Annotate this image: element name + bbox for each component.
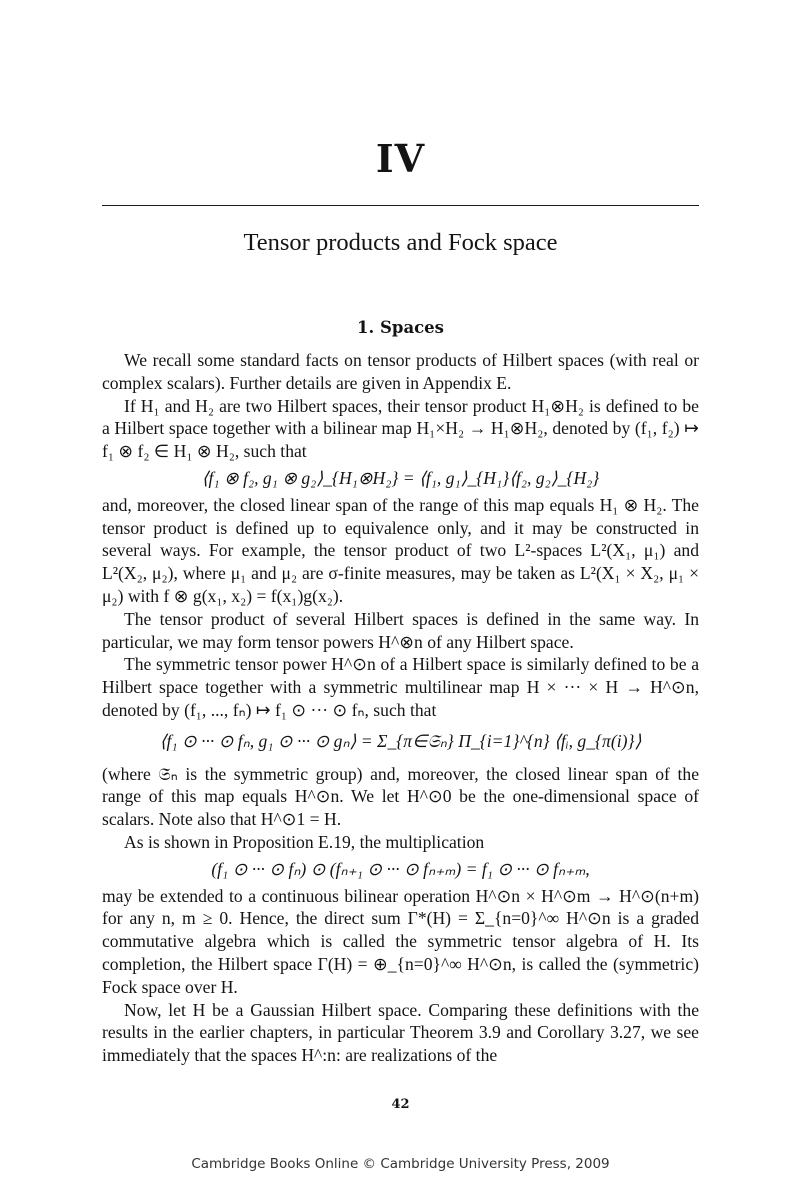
copyright-footer: Cambridge Books Online © Cambridge University Press, 2009	[191, 1156, 610, 1172]
body-text	[102, 349, 699, 1067]
paragraph-9: Now, let H be a Gaussian Hilbert space. Comparing these definitions with the results in the earlier chapters, in particular Theorem 3.9 and Corollary 3.27, we see immediately that the spaces H^:n: are realizations of the	[102, 999, 699, 1066]
paragraph-4: The tensor product of several Hilbert spaces is defined in the same way. In particular, we may form tensor powers H^⊗n of any Hilbert space.	[102, 608, 699, 652]
paragraph-6: (where 𝔖ₙ is the symmetric group) and, moreover, the closed linear span of the range of this map equals H^⊙n. We let H^⊙0 be the one-dimensional space of scalars. Note also that H^⊙1 = H.	[102, 763, 699, 830]
paragraph-8: may be extended to a continuous bilinear operation H^⊙n × H^⊙m → H^⊙(n+m) for any n, m ≥ 0. Hence, the direct sum Γ*(H) = Σ_{n=0}^∞ H^⊙n is a graded commutative algebra which is called the symmetric tensor algebra of H. Its completion, the Hilbert space Γ(H) = ⊕_{n=0}^∞ H^⊙n, is called the (symmetric) Fock space over H.	[102, 885, 699, 997]
paragraph-5: The symmetric tensor power H^⊙n of a Hilbert space is similarly defined to be a Hilbert space together with a symmetric multilinear map H × ··· × H → H^⊙n, denoted by (f₁, ..., fₙ) ↦ f₁ ⊙ ··· ⊙ fₙ, such that	[102, 654, 699, 720]
chapter-number: IV	[375, 136, 426, 181]
paragraph-3: and, moreover, the closed linear span of the range of this map equals H₁ ⊗ H₂. The tensor product is defined up to equivalence only, and it may be constructed in several ways. For example, the tensor product of two L²-spaces L²(X₁, μ₁) and L²(X₂, μ₂), where μ₁ and μ₂ are σ-finite measures, may be taken as L²(X₁ × X₂, μ₁ × μ₂) with f ⊗ g(x₁, x₂) = f(x₁)g(x₂).	[102, 494, 699, 606]
equation-inner-product: ⟨f₁ ⊗ f₂, g₁ ⊗ g₂⟩_{H₁⊗H₂} = ⟨f₁, g₁⟩_{H₁}⟨f₂, g₂⟩_{H₂}	[201, 467, 600, 488]
equation-multiplication: (f₁ ⊙ ··· ⊙ fₙ) ⊙ (fₙ₊₁ ⊙ ··· ⊙ fₙ₊ₘ) = f₁ ⊙ ··· ⊙ fₙ₊ₘ,	[211, 858, 590, 879]
chapter-title: Tensor products and Fock space	[243, 229, 558, 256]
chapter-rule	[102, 205, 699, 206]
paragraph-7: As is shown in Proposition E.19, the multiplication	[124, 831, 485, 852]
paragraph-2: If H₁ and H₂ are two Hilbert spaces, their tensor product H₁⊗H₂ is defined to be a Hilbert space together with a bilinear map H₁×H₂ → H₁⊗H₂, denoted by (f₁, f₂) ↦ f₁ ⊗ f₂ ∈ H₁ ⊗ H₂, such that	[102, 395, 699, 462]
page-number: 42	[391, 1097, 410, 1112]
paragraph-1: We recall some standard facts on tensor products of Hilbert spaces (with real or complex scalars). Further details are given in Appendix E.	[102, 350, 699, 393]
section-title: 1. Spaces	[357, 318, 444, 337]
equation-symmetric-product: ⟨f₁ ⊙ ··· ⊙ fₙ, g₁ ⊙ ··· ⊙ gₙ⟩ = Σ_{π∈𝔖ₙ} Π_{i=1}^{n} ⟨fᵢ, g_{π(i)}⟩	[159, 730, 642, 751]
